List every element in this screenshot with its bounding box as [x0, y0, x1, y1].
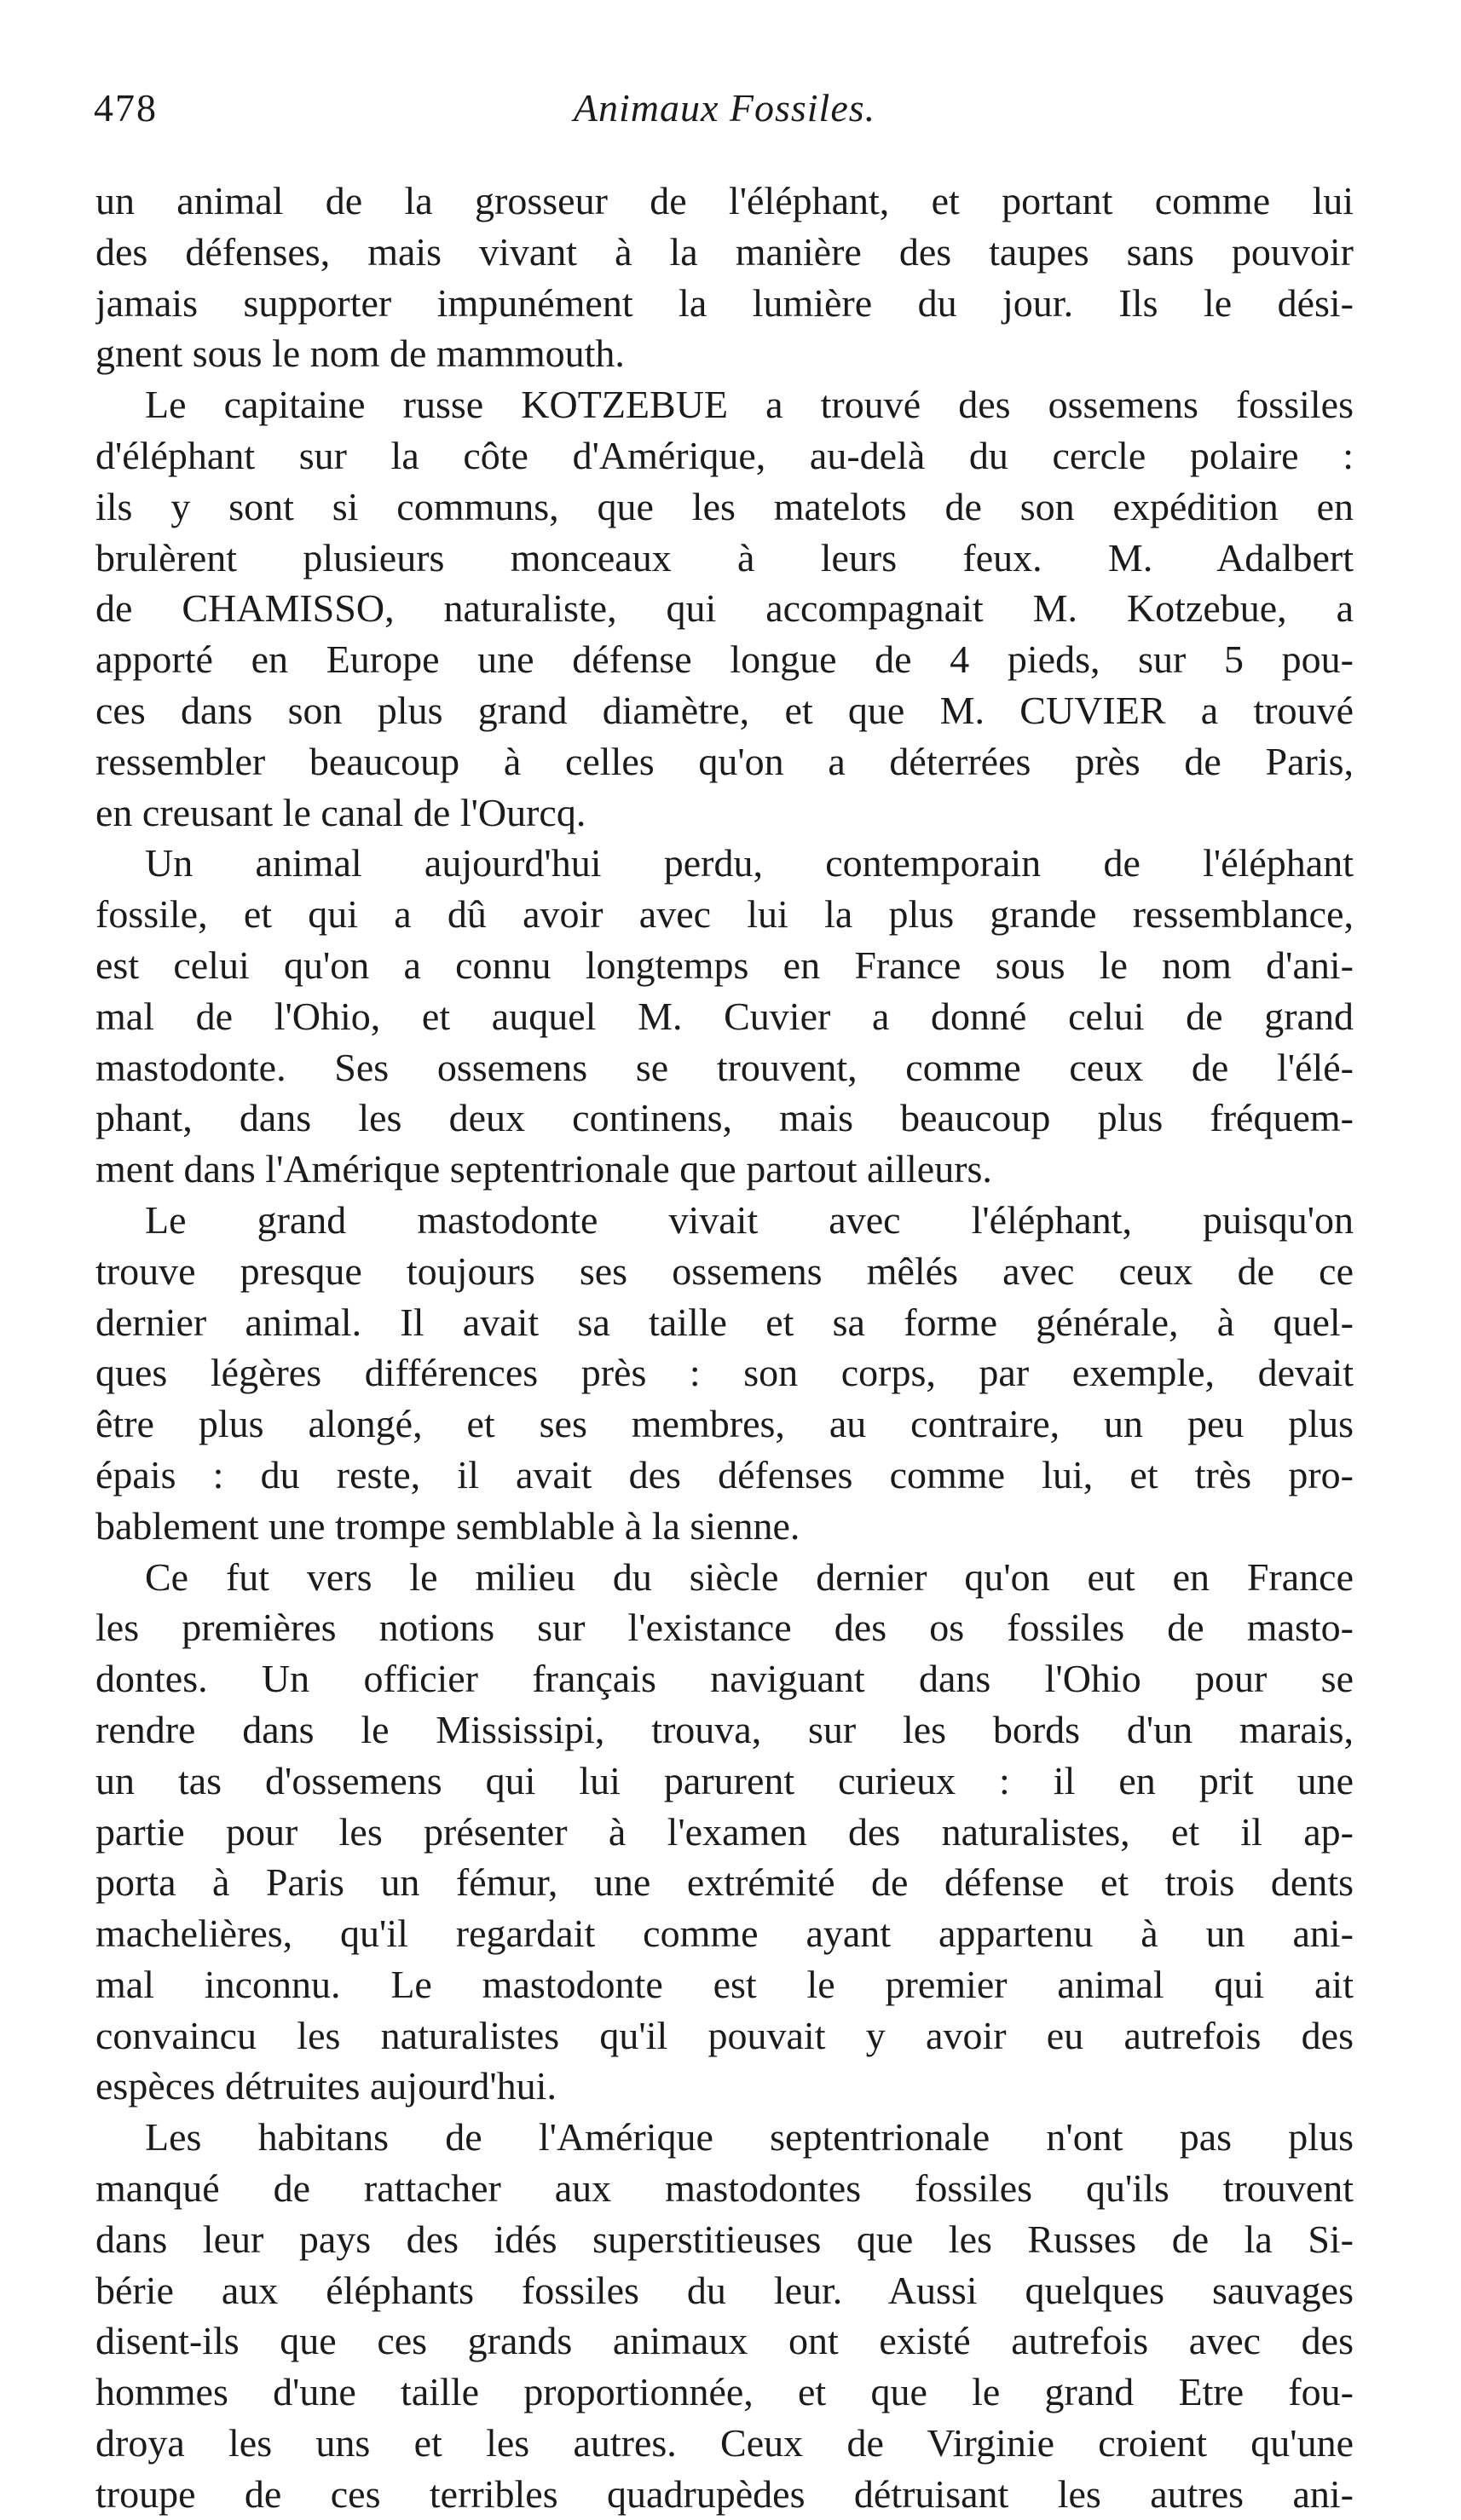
text-line: ques légères différences près : son corps, par exemple, devait: [95, 1351, 1354, 1395]
text-line: des défenses, mais vivant à la manière des taupes sans pouvoir: [95, 229, 1354, 274]
text-line: dontes. Un officier français naviguant dans l'Ohio pour se: [95, 1657, 1354, 1701]
text-line: partie pour les présenter à l'examen des naturalistes, et il ap-: [95, 1809, 1354, 1854]
text-line: bérie aux éléphants fossiles du leur. Aussi quelques sauvages: [95, 2268, 1354, 2312]
text-line: brulèrent plusieurs monceaux à leurs feux. M. Adalbert: [95, 535, 1354, 580]
paragraph: [95, 1195, 1354, 1552]
text-line: hommes d'une taille proportionnée, et que le grand Etre fou-: [95, 2370, 1354, 2414]
text-line: dernier animal. Il avait sa taille et sa forme générale, à quel-: [95, 1300, 1354, 1344]
text-line: rendre dans le Mississipi, trouva, sur les bords d'un marais,: [95, 1707, 1354, 1751]
text-line: épais : du reste, il avait des défenses comme lui, et très pro-: [95, 1452, 1354, 1496]
text-line: mal de l'Ohio, et auquel M. Cuvier a donné celui de grand: [95, 994, 1354, 1038]
text-line: un tas d'ossemens qui lui parurent curieux : il en prit une: [95, 1758, 1354, 1802]
text-line: d'éléphant sur la côte d'Amérique, au-delà du cercle polaire :: [95, 433, 1354, 477]
text-line: Les habitans de l'Amérique septentrionale n'ont pas plus: [145, 2115, 1354, 2160]
text-line: Un animal aujourd'hui perdu, contemporain de l'éléphant: [145, 841, 1354, 885]
body-text: [95, 176, 1354, 2520]
text-line: un animal de la grosseur de l'éléphant, et portant comme lui: [95, 179, 1354, 222]
text-line: machelières, qu'il regardait comme ayant appartenu à un ani-: [95, 1912, 1354, 1956]
text-line: les premières notions sur l'existance des os fossiles de masto-: [95, 1606, 1354, 1650]
text-line: disent-ils que ces grands animaux ont existé autrefois avec des: [95, 2319, 1354, 2363]
text-line: en creusant le canal de l'Ourcq.: [95, 790, 586, 834]
text-line: mastodonte. Ses ossemens se trouvent, comme ceux de l'élé-: [95, 1045, 1354, 1089]
paragraph: [95, 838, 1354, 1195]
text-line: fossile, et qui a dû avoir avec lui la plus grande ressemblance,: [95, 892, 1354, 937]
paragraph: [95, 1552, 1354, 2113]
text-line: bablement une trompe semblable à la sienne.: [95, 1503, 800, 1548]
text-line: phant, dans les deux continens, mais beaucoup plus fréquem-: [95, 1096, 1354, 1140]
text-line: convaincu les naturalistes qu'il pouvait y avoir eu autrefois des: [95, 2013, 1354, 2057]
page-number: 478: [94, 86, 158, 130]
text-line: espèces détruites aujourd'hui.: [95, 2064, 557, 2108]
running-head: [94, 85, 1355, 136]
running-title: Animaux Fossiles.: [573, 86, 876, 130]
text-line: Le grand mastodonte vivait avec l'éléphant, puisqu'on: [145, 1197, 1354, 1242]
text-line: de CHAMISSO, naturaliste, qui accompagnait M. Kotzebue, a: [95, 586, 1354, 631]
text-line: gnent sous le nom de mammouth.: [95, 332, 625, 376]
text-line: troupe de ces terribles quadrupèdes détruisant les autres ani-: [95, 2471, 1354, 2516]
text-line: Ce fut vers le milieu du siècle dernier qu'on eut en France: [145, 1554, 1354, 1599]
text-line: manqué de rattacher aux mastodontes fossiles qu'ils trouvent: [95, 2166, 1354, 2211]
paragraph: [95, 379, 1354, 838]
text-line: mal inconnu. Le mastodonte est le premier animal qui ait: [95, 1962, 1354, 2006]
text-line: ces dans son plus grand diamètre, et que M. CUVIER a trouvé: [95, 688, 1354, 732]
text-line: est celui qu'on a connu longtemps en France sous le nom d'ani-: [95, 943, 1354, 987]
text-line: ment dans l'Amérique septentrionale que partout ailleurs.: [95, 1147, 992, 1191]
text-line: droya les uns et les autres. Ceux de Virginie croient qu'une: [95, 2421, 1354, 2465]
text-line: ils y sont si communs, que les matelots de son expédition en: [95, 484, 1354, 528]
text-line: ressembler beaucoup à celles qu'on a déterrées près de Paris,: [95, 739, 1354, 783]
text-line: dans leur pays des idés superstitieuses que les Russes de la Si-: [95, 2217, 1354, 2261]
paragraph: [95, 176, 1354, 379]
text-line: apporté en Europe une défense longue de 4 pieds, sur 5 pou-: [95, 637, 1354, 682]
text-line: être plus alongé, et ses membres, au contraire, un peu plus: [95, 1402, 1354, 1446]
text-line: trouve presque toujours ses ossemens mêlés avec ceux de ce: [95, 1248, 1354, 1293]
text-line: jamais supporter impunément la lumière du jour. Ils le dési-: [95, 280, 1354, 325]
text-line: porta à Paris un fémur, une extrémité de défense et trois dents: [95, 1860, 1354, 1905]
paragraph: [95, 2112, 1354, 2519]
text-line: Le capitaine russe KOTZEBUE a trouvé des ossemens fossiles: [145, 383, 1354, 427]
